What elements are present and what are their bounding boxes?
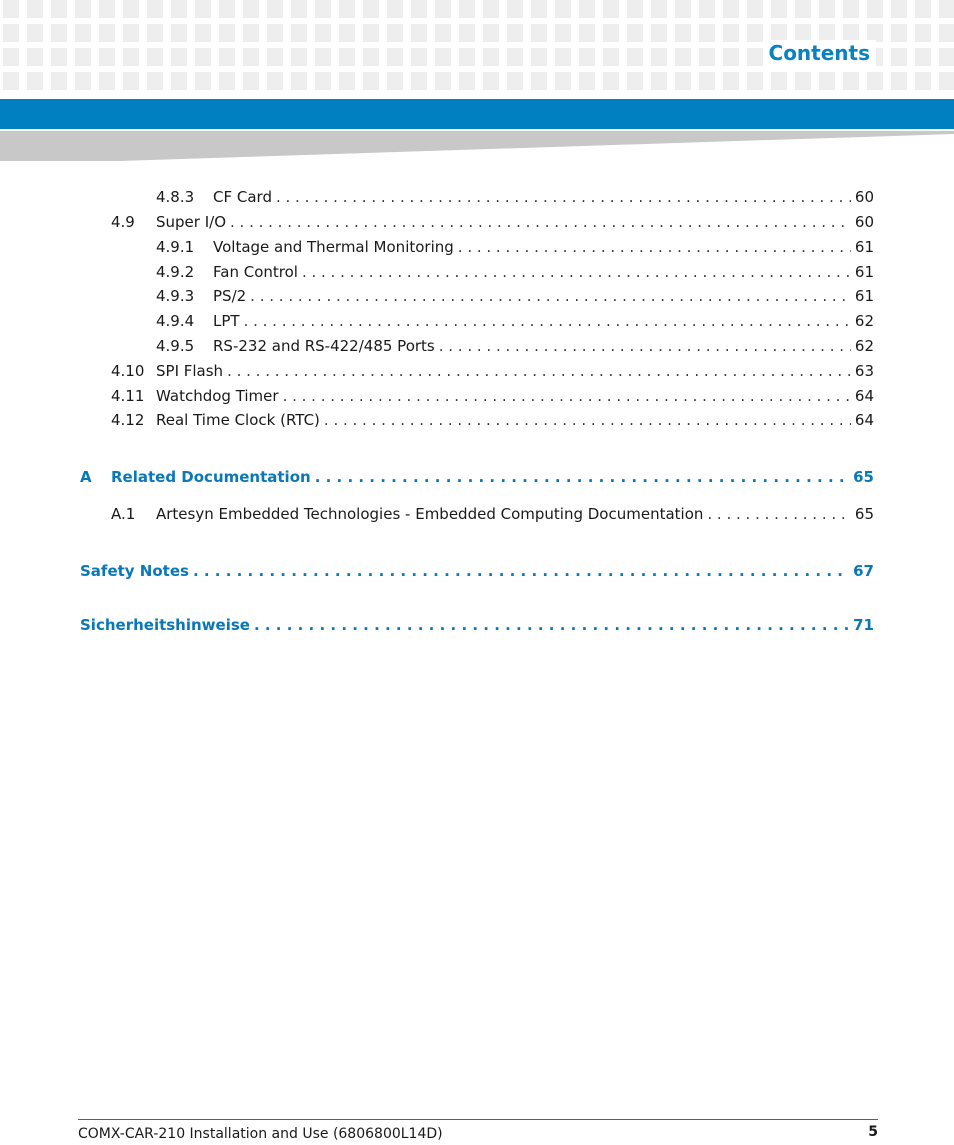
pattern-gap <box>0 66 954 72</box>
toc-title: PS/2 <box>213 287 247 305</box>
toc-page: 65 <box>854 505 874 523</box>
toc-title: Super I/O <box>156 213 226 231</box>
toc-entry[interactable] <box>111 505 874 523</box>
footer-document-title: COMX-CAR-210 Installation and Use (6806800L14D) <box>78 1126 443 1142</box>
toc-leader <box>276 188 851 206</box>
toc-leader <box>439 337 851 355</box>
toc-page: 61 <box>854 287 874 305</box>
toc-title: Safety Notes <box>80 562 189 580</box>
toc-number: 4.9.3 <box>156 287 195 305</box>
toc-number: 4.8.3 <box>156 188 195 206</box>
toc-title: RS-232 and RS-422/485 Ports <box>213 337 435 355</box>
toc-page: 60 <box>854 213 874 231</box>
toc-leader <box>315 468 849 486</box>
toc-entry[interactable] <box>111 387 874 405</box>
toc-page: 61 <box>854 263 874 281</box>
toc-page: 60 <box>854 188 874 206</box>
page-title: Contents <box>763 40 876 66</box>
toc-title: Voltage and Thermal Monitoring <box>213 238 454 256</box>
toc-number: 4.9.5 <box>156 337 195 355</box>
toc-title: Sicherheitshinweise <box>80 616 250 634</box>
toc-entry[interactable] <box>156 337 874 355</box>
toc-title: Fan Control <box>213 263 298 281</box>
toc-leader <box>193 562 849 580</box>
toc-entry[interactable] <box>156 238 874 256</box>
toc-page: 64 <box>854 411 874 429</box>
toc-sicherheitshinweise[interactable] <box>80 616 874 634</box>
toc-page: 63 <box>854 362 874 380</box>
toc-safety-notes[interactable] <box>80 562 874 580</box>
toc-entry[interactable] <box>156 312 874 330</box>
toc-page: 61 <box>854 238 874 256</box>
toc-leader <box>707 505 851 523</box>
toc-entry[interactable] <box>111 213 874 231</box>
toc-entry[interactable] <box>111 411 874 429</box>
header-blue-bar <box>0 99 954 129</box>
toc-title: Artesyn Embedded Technologies - Embedded Computing Documentation <box>156 505 704 523</box>
toc-leader <box>244 312 851 330</box>
toc-title: Related Documentation <box>111 468 311 486</box>
footer-rule <box>78 1119 878 1120</box>
toc-number: A.1 <box>111 505 136 523</box>
pattern-gap <box>0 18 954 24</box>
toc-leader <box>250 287 851 305</box>
toc-leader <box>227 362 851 380</box>
toc-number: 4.9.2 <box>156 263 195 281</box>
toc-title: Real Time Clock (RTC) <box>156 411 320 429</box>
toc-number: 4.9.1 <box>156 238 195 256</box>
toc-appendix-entry[interactable] <box>80 468 874 486</box>
toc-number: 4.11 <box>111 387 145 405</box>
toc-entry[interactable] <box>156 188 874 206</box>
pattern-gap <box>0 90 954 96</box>
toc-page: 64 <box>854 387 874 405</box>
toc-number: 4.9 <box>111 213 135 231</box>
toc-number: 4.10 <box>111 362 145 380</box>
header-grey-wedge <box>0 131 954 161</box>
toc-page: 62 <box>854 337 874 355</box>
toc-number: 4.12 <box>111 411 145 429</box>
toc-entry[interactable] <box>111 362 874 380</box>
toc-page: 62 <box>854 312 874 330</box>
footer-page-number: 5 <box>868 1124 878 1140</box>
toc-leader <box>324 411 851 429</box>
toc-page: 71 <box>853 616 874 634</box>
toc-leader <box>283 387 851 405</box>
toc-leader <box>458 238 851 256</box>
toc-leader <box>302 263 851 281</box>
toc-page: 67 <box>853 562 874 580</box>
toc-number: 4.9.4 <box>156 312 195 330</box>
toc-number: A <box>80 468 92 486</box>
toc-page: 65 <box>853 468 874 486</box>
toc-entry[interactable] <box>156 287 874 305</box>
toc-leader <box>254 616 849 634</box>
toc-title: LPT <box>213 312 240 330</box>
toc-title: CF Card <box>213 188 272 206</box>
toc-title: SPI Flash <box>156 362 224 380</box>
toc-entry[interactable] <box>156 263 874 281</box>
toc-leader <box>230 213 851 231</box>
toc-title: Watchdog Timer <box>156 387 279 405</box>
